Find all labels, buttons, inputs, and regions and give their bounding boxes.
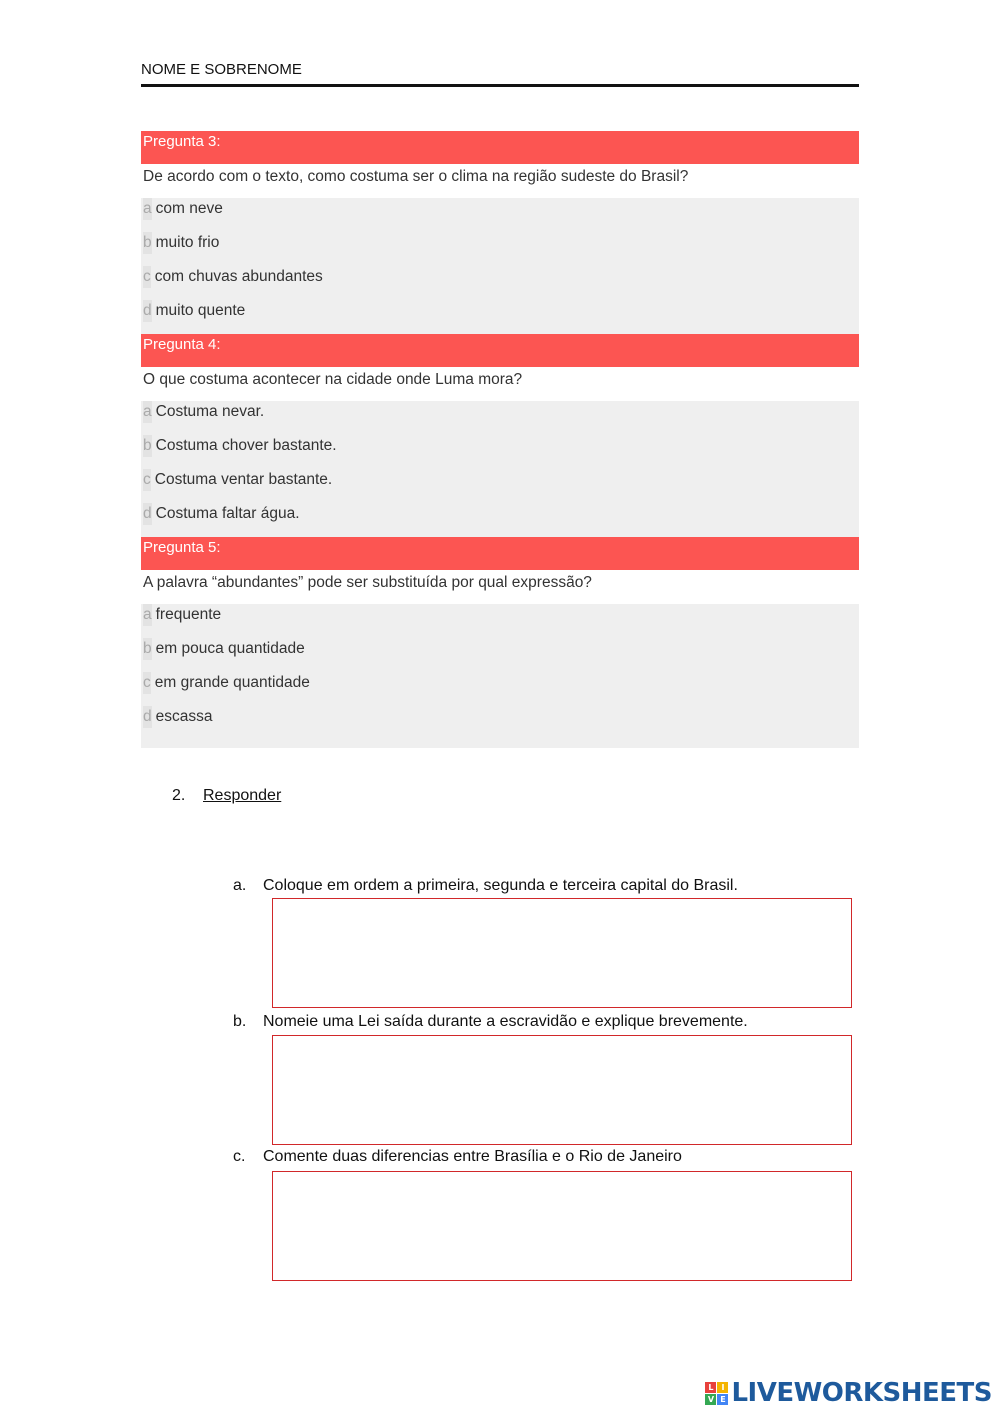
liveworksheets-brand — [705, 1376, 992, 1410]
option-letter: a — [143, 604, 152, 626]
answer-box[interactable] — [272, 1171, 852, 1281]
brand-name: LIVEWORKSHEETS — [731, 1378, 992, 1408]
option-item[interactable] — [141, 469, 859, 503]
option-item[interactable] — [141, 672, 859, 706]
option-item[interactable] — [141, 198, 859, 232]
question-block — [141, 537, 859, 748]
options-list — [141, 604, 859, 748]
options-list — [141, 198, 859, 334]
option-letter: a — [143, 198, 152, 220]
prompt-label: b. — [233, 1013, 247, 1030]
prompt-text: Comente duas diferencias entre Brasília e o Rio de Janeiro — [263, 1148, 682, 1165]
option-item[interactable] — [141, 401, 859, 435]
question-block — [141, 131, 859, 334]
option-letter: b — [143, 232, 152, 254]
option-item[interactable] — [141, 503, 859, 537]
question-text: De acordo com o texto, como costuma ser o clima na região sudeste do Brasil? — [141, 164, 859, 198]
logo-letter: I — [717, 1382, 728, 1393]
option-letter: d — [143, 300, 152, 322]
logo-letter: L — [705, 1382, 716, 1393]
option-letter: b — [143, 435, 152, 457]
option-label: escassa — [155, 708, 213, 725]
option-item[interactable] — [141, 232, 859, 266]
option-label: Costuma chover bastante. — [155, 437, 337, 454]
question-title: Pregunta 3: — [141, 131, 859, 165]
option-label: muito frio — [155, 234, 220, 251]
option-label: em pouca quantidade — [155, 640, 305, 657]
prompt-text: Nomeie uma Lei saída durante a escravidão e explique brevemente. — [263, 1013, 748, 1030]
prompt-label: c. — [233, 1148, 246, 1165]
question-text: A palavra “abundantes” pode ser substituída por qual expressão? — [141, 570, 859, 604]
prompt-item — [233, 1011, 748, 1033]
option-item[interactable] — [141, 435, 859, 469]
question-title: Pregunta 4: — [141, 334, 859, 368]
prompt-item — [233, 875, 738, 897]
options-list — [141, 401, 859, 537]
option-letter: c — [143, 672, 151, 694]
prompt-text: Coloque em ordem a primeira, segunda e terceira capital do Brasil. — [263, 877, 738, 894]
prompt-label: a. — [233, 877, 247, 894]
option-letter: d — [143, 503, 152, 525]
option-letter: a — [143, 401, 152, 423]
section-title: Responder — [203, 787, 282, 804]
option-label: com neve — [155, 200, 223, 217]
option-item[interactable] — [141, 266, 859, 300]
section-number: 2. — [172, 787, 186, 804]
option-item[interactable] — [141, 300, 859, 334]
option-label: Costuma ventar bastante. — [154, 471, 333, 488]
option-label: Costuma nevar. — [155, 403, 265, 420]
question-text: O que costuma acontecer na cidade onde Luma mora? — [141, 367, 859, 401]
section-heading — [172, 785, 281, 807]
question-title: Pregunta 5: — [141, 537, 859, 571]
option-letter: d — [143, 706, 152, 728]
live-logo-icon — [705, 1382, 728, 1405]
question-block — [141, 334, 859, 537]
option-label: frequente — [155, 606, 222, 623]
logo-letter: E — [717, 1394, 728, 1405]
option-letter: c — [143, 469, 151, 491]
option-label: Costuma faltar água. — [155, 505, 300, 522]
logo-letter: V — [705, 1394, 716, 1405]
option-label: em grande quantidade — [154, 674, 310, 691]
option-label: com chuvas abundantes — [154, 268, 323, 285]
name-surname-field — [141, 58, 859, 87]
option-item[interactable] — [141, 706, 859, 740]
answer-box[interactable] — [272, 1035, 852, 1145]
quiz-section — [141, 131, 859, 748]
prompt-item — [233, 1146, 682, 1168]
answer-box[interactable] — [272, 898, 852, 1008]
option-letter: c — [143, 266, 151, 288]
option-item[interactable] — [141, 638, 859, 672]
option-label: muito quente — [155, 302, 246, 319]
option-item[interactable] — [141, 604, 859, 638]
option-letter: b — [143, 638, 152, 660]
name-label: NOME E SOBRENOME — [141, 61, 302, 78]
